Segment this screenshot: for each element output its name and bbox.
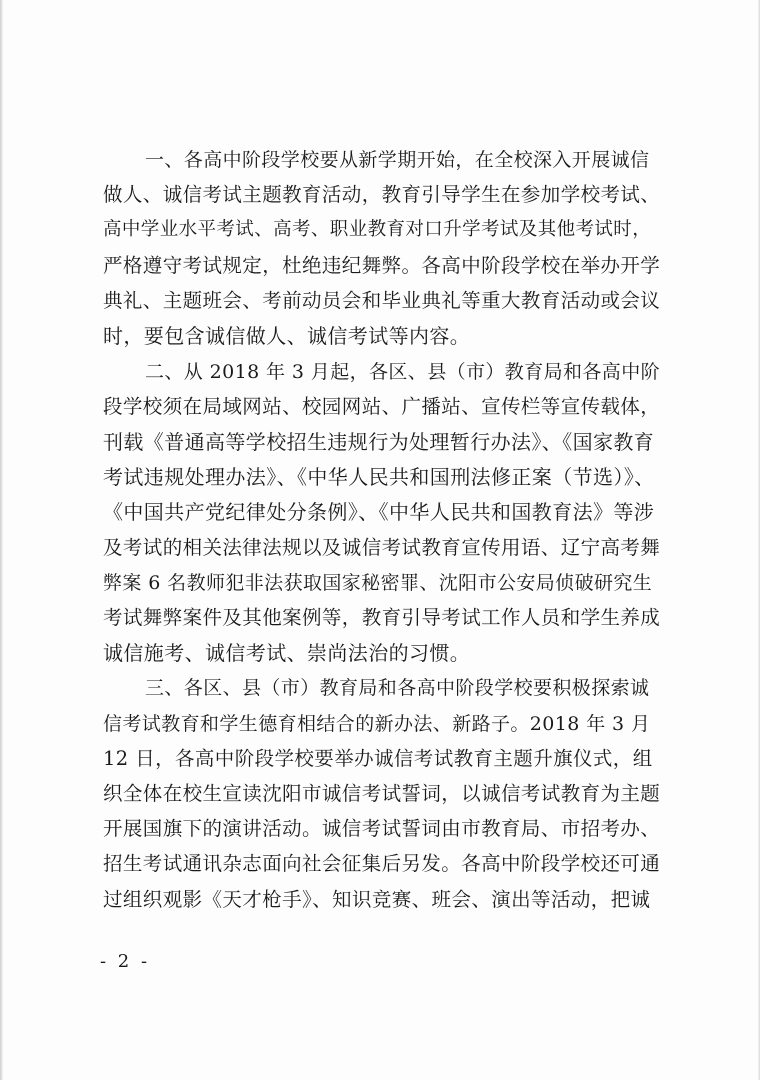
text-line-12: 及考试的相关法律法规以及诚信考试教育宣传用语、辽宁高考舞 [103, 536, 661, 559]
text-line-16: 三、各区、县（市）教育局和各高中阶段学校要积极探索诚 [145, 677, 650, 699]
text-line-14: 考试舞弊案件及其他案例等，教育引导考试工作人员和学生养成 [103, 606, 661, 629]
text-line-20: 开展国旗下的演讲活动。诚信考试誓词由市教育局、市招考办、 [103, 817, 661, 840]
text-line-10: 考试违规处理办法》、《中华人民共和国刑法修正案（节选）》、 [103, 465, 655, 489]
text-line-17: 信考试教育和学生德育相结合的新办法、新路子。2018 年 3 月 [103, 713, 651, 735]
scan-edge-left [0, 0, 3, 1080]
text-line-13: 弊案 6 名教师犯非法获取国家秘密罪、沈阳市公安局侦破研究生 [103, 572, 653, 594]
text-line-11: 《中国共产党纪律处分条例》、《中华人民共和国教育法》等涉 [103, 500, 655, 524]
text-line-22: 过组织观影《天才枪手》、知识竞赛、班会、演出等活动，把诚 [103, 888, 651, 911]
text-line-9: 刊载《普通高等学校招生违规行为处理暂行办法》、《国家教育 [103, 430, 655, 454]
page-number: - 2 - [100, 951, 151, 972]
text-line-8: 段学校须在局域网站、校园网站、广播站、宣传栏等宣传载体， [103, 395, 661, 418]
text-line-6: 时，要包含诚信做人、诚信考试等内容。 [103, 324, 471, 348]
text-line-1: 一、各高中阶段学校要从新学期开始，在全校深入开展诚信 [145, 149, 650, 171]
text-line-21: 招生考试通讯杂志面向社会征集后另发。各高中阶段学校还可通 [103, 852, 661, 875]
text-line-4: 严格遵守考试规定，杜绝违纪舞弊。各高中阶段学校在举办开学 [103, 254, 661, 277]
text-line-15: 诚信施考、诚信考试、崇尚法治的习惯。 [103, 641, 471, 665]
text-line-19: 织全体在校生宣读沈阳市诚信考试誓词，以诚信考试教育为主题 [103, 782, 661, 805]
text-line-5: 典礼、主题班会、考前动员会和毕业典礼等重大教育活动或会议 [103, 289, 661, 312]
text-line-2: 做人、诚信考试主题教育活动，教育引导学生在参加学校考试、 [103, 183, 661, 206]
text-line-18: 12 日，各高中阶段学校要举办诚信考试教育主题升旗仪式，组 [103, 747, 653, 770]
text-line-7: 二、从 2018 年 3 月起，各区、县（市）教育局和各高中阶 [145, 361, 661, 383]
text-line-3: 高中学业水平考试、高考、职业教育对口升学考试及其他考试时， [103, 219, 652, 240]
